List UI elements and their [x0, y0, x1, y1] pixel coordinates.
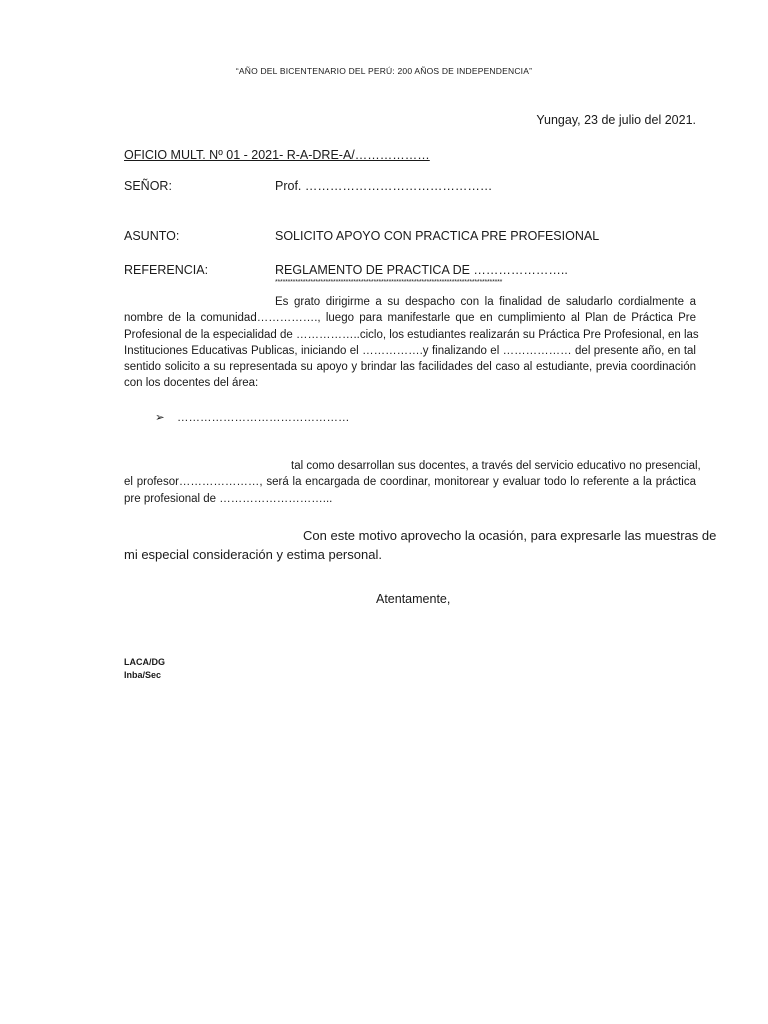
referencia-label: REFERENCIA:	[124, 263, 209, 277]
paragraph-2-line: pre profesional de ………………………...	[124, 492, 333, 505]
asunto-label: ASUNTO:	[124, 229, 180, 243]
referencia-value: REGLAMENTO DE PRACTICA DE …………………..	[275, 263, 568, 277]
paragraph-2-line: el profesor…………………, será la encargada de coordinar, monitorear y evaluar todo lo referente a la práctica	[124, 476, 696, 489]
paragraph-3	[124, 526, 717, 564]
paragraph-1-line: nombre de la comunidad……………., luego para manifestarle que en cumplimiento al Plan de Práctica Pre	[124, 312, 696, 325]
arrow-bullet-icon: ➢	[155, 412, 165, 424]
paragraph-1-line: Es grato dirigirme a su despacho con la finalidad de saludarlo cordialmente a	[275, 296, 696, 308]
oficio-number: OFICIO MULT. Nº 01 - 2021- R-A-DRE-A/………………	[124, 148, 430, 162]
paragraph-1-line: sentido solicito a su representada su apoyo y brindar las facilidades del caso al estudiante, previa coordinación	[124, 361, 696, 374]
paragraph-3-line: mi especial consideración y estima personal.	[124, 547, 382, 562]
paragraph-1-line: con los docentes del área:	[124, 377, 259, 390]
bullet-text: ………………………………………	[177, 412, 350, 424]
paragraph-1-line: Instituciones Educativas Publicas, iniciando el …………….y finalizando el ……………… del presente año, en tal	[124, 344, 696, 357]
initials-line: LACA/DG	[124, 657, 165, 667]
document-header: “AÑO DEL BICENTENARIO DEL PERÚ: 200 AÑOS DE INDEPENDENCIA”	[235, 66, 533, 76]
paragraph-1-line: Profesional de la especialidad de ……………..ciclo, los estudiantes realizarán su Práctica Pre Profesional, en las	[124, 328, 699, 341]
paragraph-2	[124, 458, 701, 507]
paragraph-2-line: tal como desarrollan sus docentes, a través del servicio educativo no presencial,	[291, 460, 701, 472]
paragraph-1	[124, 294, 699, 392]
senor-value: Prof. ………………………………………	[275, 179, 493, 193]
document-date: Yungay, 23 de julio del 2021.	[536, 113, 696, 127]
closing-salutation: Atentamente,	[376, 592, 451, 606]
asunto-value: SOLICITO APOYO CON PRACTICA PRE PROFESIONAL	[275, 229, 600, 243]
paragraph-3-line: Con este motivo aprovecho la ocasión, para expresarle las muestras de	[303, 528, 717, 543]
bullet-item	[155, 410, 350, 424]
separator-line: ******************************************************************************************	[275, 279, 503, 286]
senor-label: SEÑOR:	[124, 179, 172, 193]
initials-line: Inba/Sec	[124, 670, 162, 680]
